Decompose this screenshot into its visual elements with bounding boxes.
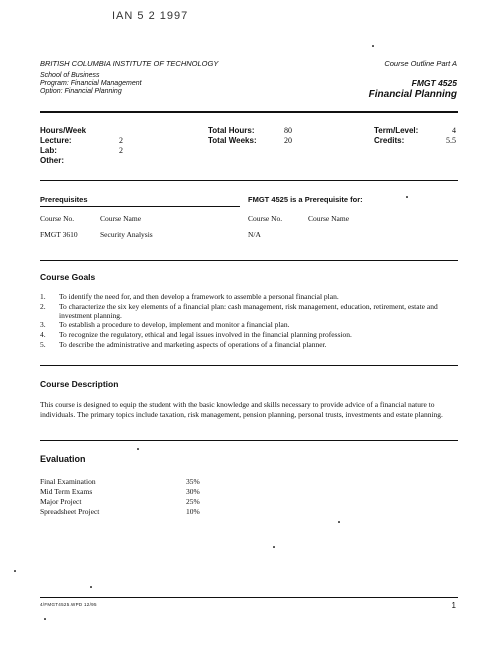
- total-weeks-value: 20: [284, 136, 292, 145]
- total-hours-value: 80: [284, 126, 292, 135]
- scan-speck: [90, 586, 92, 588]
- description-divider: [40, 440, 458, 441]
- goal-number: 2.: [40, 302, 46, 311]
- evaluation-item-label: Final Examination: [40, 477, 96, 486]
- evaluation-item-weight: 25%: [186, 497, 200, 506]
- course-code: FMGT 4525: [411, 78, 457, 88]
- goal-text: To establish a procedure to develop, implement and monitor a financial plan.: [59, 320, 290, 329]
- postreq-course-no: N/A: [248, 230, 261, 239]
- evaluation-item-weight: 35%: [186, 477, 200, 486]
- program-name: Program: Financial Management: [40, 80, 142, 87]
- file-reference: 4/FMGT4525.WPD 12/95: [40, 602, 97, 607]
- col-course-name: Course Name: [100, 214, 142, 223]
- prerequisite-for-title: FMGT 4525 is a Prerequisite for:: [248, 195, 363, 204]
- lab-label: Lab:: [40, 146, 57, 155]
- institution-name: BRITISH COLUMBIA INSTITUTE OF TECHNOLOGY: [40, 59, 219, 68]
- scan-speck: [14, 570, 16, 572]
- evaluation-item-label: Major Project: [40, 497, 82, 506]
- evaluation-item-weight: 30%: [186, 487, 200, 496]
- lecture-label: Lecture:: [40, 136, 72, 145]
- scan-speck: [44, 618, 46, 620]
- goal-number: 5.: [40, 340, 46, 349]
- course-title: Financial Planning: [368, 89, 457, 100]
- other-label: Other:: [40, 156, 64, 165]
- prereq-course-name: Security Analysis: [100, 230, 153, 239]
- evaluation-item-weight: 10%: [186, 507, 200, 516]
- col-course-no: Course No.: [40, 214, 75, 223]
- total-weeks-label: Total Weeks:: [208, 136, 257, 145]
- prereq-underline: [40, 206, 240, 207]
- term-level-value: 4: [452, 126, 456, 135]
- hours-divider: [40, 180, 458, 181]
- goal-text: To recognize the regulatory, ethical and legal issues involved in the financial planning profession.: [59, 330, 352, 339]
- term-level-label: Term/Level:: [374, 126, 419, 135]
- school-name: School of Business: [40, 72, 100, 79]
- description-text: This course is designed to equip the student with the basic knowledge and skills necessary to provide advice of a financial nature to individuals. The primary topics include taxation, risk management, pension planning, personal trusts, investments and estate planning.: [40, 400, 443, 419]
- lecture-value: 2: [119, 136, 123, 145]
- goals-title: Course Goals: [40, 272, 96, 282]
- outline-label: Course Outline Part A: [384, 59, 457, 68]
- program-info: [40, 72, 142, 96]
- received-stamp: IAN 5 2 1997: [112, 10, 189, 22]
- col-course-no-right: Course No.: [248, 214, 283, 223]
- scan-speck: [273, 546, 275, 548]
- prereq-divider: [40, 260, 458, 261]
- prerequisites-title: Prerequisites: [40, 195, 88, 204]
- goal-number: 3.: [40, 320, 46, 329]
- goal-text: To identify the need for, and then develop a framework to assemble a personal financial plan.: [59, 292, 339, 301]
- footer-divider: [40, 597, 458, 598]
- goal-number: 1.: [40, 292, 46, 301]
- goal-text: To characterize the six key elements of a financial plan: cash management, risk management, education, retirement, estate and investment planning.: [59, 302, 438, 320]
- scan-speck: [406, 196, 408, 198]
- hours-week-label: Hours/Week: [40, 126, 87, 135]
- col-course-name-right: Course Name: [308, 214, 350, 223]
- evaluation-title: Evaluation: [40, 454, 86, 464]
- credits-value: 5.5: [446, 136, 456, 145]
- header-divider: [40, 111, 458, 113]
- lab-value: 2: [119, 146, 123, 155]
- evaluation-item-label: Spreadsheet Project: [40, 507, 100, 516]
- description-title: Course Description: [40, 379, 119, 389]
- scan-speck: [338, 521, 340, 523]
- page-number: 1: [451, 601, 456, 610]
- goal-number: 4.: [40, 330, 46, 339]
- scan-speck: [137, 448, 139, 450]
- total-hours-label: Total Hours:: [208, 126, 255, 135]
- option-name: Option: Financial Planning: [40, 88, 122, 95]
- credits-label: Credits:: [374, 136, 405, 145]
- scan-speck: [372, 45, 374, 47]
- goals-divider: [40, 365, 458, 366]
- evaluation-item-label: Mid Term Exams: [40, 487, 93, 496]
- goal-text: To describe the administrative and marketing aspects of operations of a financial planner.: [59, 340, 327, 349]
- prereq-course-no: FMGT 3610: [40, 230, 78, 239]
